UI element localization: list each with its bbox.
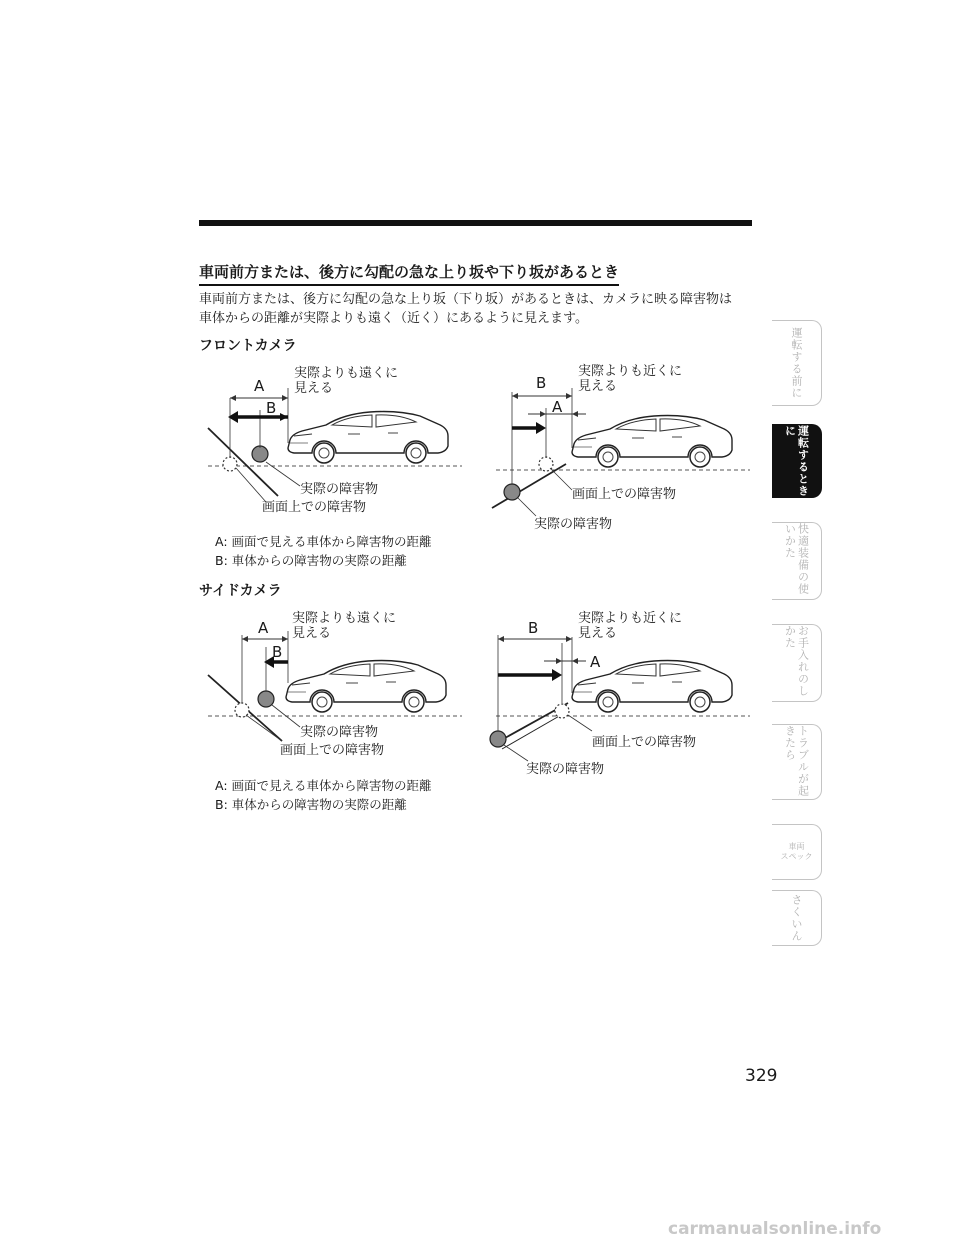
tab-maintenance[interactable] <box>772 624 822 702</box>
tab-label: 快適装備の使いかた <box>783 523 810 595</box>
label-b: B <box>272 643 283 661</box>
callout-closer-line1: 実際よりも近くに <box>578 611 683 626</box>
tab-label-line1: 車両 <box>788 842 805 851</box>
label-screen-obstacle: 画面上での障害物 <box>262 500 367 515</box>
leader-line <box>518 498 536 516</box>
tab-while-driving[interactable] <box>772 424 822 498</box>
paragraph-line: 車両前方または、後方に勾配の急な上り坂（下り坂）があるときは、カメラに映る障害物は <box>199 292 733 307</box>
front-camera-title: フロントカメラ <box>199 338 297 354</box>
leader-line <box>550 468 572 490</box>
leader-line <box>246 715 282 741</box>
actual-obstacle-marker <box>258 691 274 707</box>
tab-index[interactable] <box>772 890 822 946</box>
label-actual-obstacle: 実際の障害物 <box>300 725 379 740</box>
side-camera-title: サイドカメラ <box>199 583 282 599</box>
legend-b: B: 車体からの障害物の実際の距離 <box>215 553 407 568</box>
callout-closer-line2: 見える <box>578 626 618 641</box>
tab-label: トラブルが起きたら <box>783 725 810 797</box>
tab-vehicle-specs[interactable] <box>772 824 822 880</box>
actual-obstacle-marker <box>490 731 506 747</box>
legend-b: B: 車体からの障害物の実際の距離 <box>215 797 407 812</box>
side-camera-legend <box>215 776 432 814</box>
car-illustration <box>286 661 446 713</box>
front-camera-diagram-farther <box>200 358 470 528</box>
label-a: A <box>254 377 265 395</box>
tab-before-driving[interactable] <box>772 320 822 406</box>
callout-farther-line1: 実際よりも遠くに <box>292 611 397 626</box>
legend-a: A: 画面で見える車体から障害物の距離 <box>215 778 432 793</box>
callout-closer-line1: 実際よりも近くに <box>578 364 683 379</box>
label-b: B <box>536 374 547 392</box>
tab-comfort-equipment[interactable] <box>772 522 822 600</box>
car-illustration <box>288 412 448 464</box>
screen-obstacle-marker <box>223 457 237 471</box>
label-actual-obstacle: 実際の障害物 <box>526 762 605 777</box>
callout-farther-line2: 見える <box>294 381 334 396</box>
label-b: B <box>266 399 277 417</box>
section-paragraph <box>199 290 759 328</box>
side-camera-diagram-closer <box>488 603 758 783</box>
slope-line <box>492 464 566 508</box>
label-a: A <box>258 619 269 637</box>
label-a: A <box>552 398 563 416</box>
callout-farther-line2: 見える <box>292 626 332 641</box>
tab-label-line2: スペック <box>780 852 813 861</box>
actual-obstacle-marker <box>252 446 268 462</box>
car-illustration <box>572 416 732 468</box>
actual-obstacle-marker <box>504 484 520 500</box>
label-screen-obstacle: 画面上での障害物 <box>280 743 385 758</box>
tab-label: さくいん <box>790 894 803 942</box>
page-number: 329 <box>745 1066 778 1086</box>
footer-watermark: carmanualsonline.info <box>668 1219 882 1239</box>
section-top-rule <box>199 220 752 226</box>
slope-line <box>208 428 278 496</box>
label-a: A <box>590 653 601 671</box>
label-actual-obstacle: 実際の障害物 <box>534 517 613 532</box>
leader-line <box>236 468 266 502</box>
front-camera-legend <box>215 532 432 570</box>
legend-a: A: 画面で見える車体から障害物の距離 <box>215 534 432 549</box>
label-b: B <box>528 619 539 637</box>
leader-line <box>568 715 592 731</box>
screen-obstacle-marker <box>235 703 249 717</box>
side-camera-diagram-farther <box>200 603 470 763</box>
tab-label: お手入れのしかた <box>783 625 810 697</box>
label-actual-obstacle: 実際の障害物 <box>300 482 379 497</box>
callout-farther-line1: 実際よりも遠くに <box>294 366 399 381</box>
front-camera-diagram-closer <box>488 358 758 538</box>
label-screen-obstacle: 画面上での障害物 <box>592 735 697 750</box>
screen-obstacle-marker <box>555 704 569 718</box>
tab-label <box>781 842 813 862</box>
tab-label: 運転するときに <box>783 425 810 497</box>
tab-label: 運転する前に <box>790 327 803 399</box>
tab-troubleshooting[interactable] <box>772 724 822 800</box>
leader-line <box>504 745 528 761</box>
label-screen-obstacle: 画面上での障害物 <box>572 487 677 502</box>
callout-closer-line2: 見える <box>578 379 618 394</box>
section-heading: 車両前方または、後方に勾配の急な上り坂や下り坂があるとき <box>199 261 619 286</box>
paragraph-line: 車体からの距離が実際よりも遠く（近く）にあるように見えます。 <box>199 311 588 326</box>
